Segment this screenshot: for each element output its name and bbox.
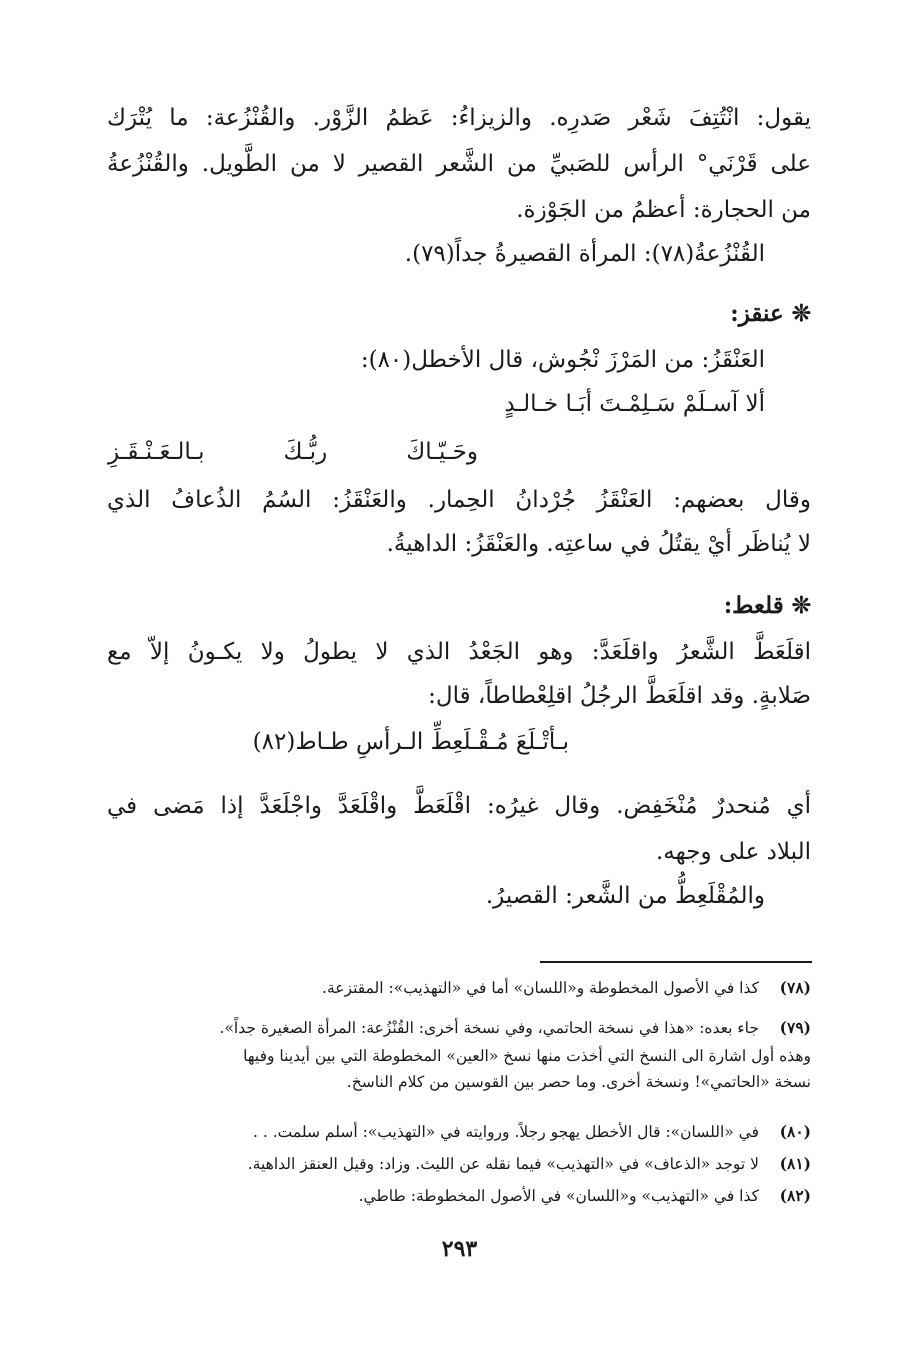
footnote-78 bbox=[107, 976, 811, 1000]
footnote-number: (٧٩) bbox=[779, 1018, 811, 1037]
text-line-1: يقول: انْتُتِفَ شَعْر صَدرِه. والزيزاءُ: عَظمُ الزَّوْر. والقُنْزُعة: ما يُتْرَك bbox=[107, 105, 811, 131]
text-line-3: من الحجارة: أعظمُ من الجَوْزة. bbox=[516, 197, 811, 223]
footnote-number: (٧٨) bbox=[779, 978, 811, 997]
verse-line-2: بـأتْـلَعَ مُـقْـلَعِطِّ الـرأسِ طـاط(٨٢) bbox=[252, 729, 569, 755]
text-line-16: البلاد على وجهه. bbox=[655, 839, 811, 865]
footnote-text: لا توجد «الذعاف» في «التهذيب» فيما نقله عن الليث. وزاد: وقيل العنقز الداهية. bbox=[247, 1155, 759, 1173]
entry-heading-qalaata: ❊ قلعط: bbox=[723, 592, 811, 619]
footnote-text: وهذه أول اشارة الى النسخ التي أخذت منها نسخ «العين» المخطوطة التي بين أيدينا وفيها bbox=[243, 1047, 811, 1065]
footnote-number: (٨٢) bbox=[779, 1186, 811, 1205]
text-line-9: وقال بعضهم: العَنْقَزُ جُرْدانُ الحِمار. والعَنْقَزُ: السُمُ الذُعافُ الذي bbox=[107, 487, 811, 513]
footnote-81 bbox=[107, 1152, 811, 1176]
verse-second-half: وحَـيّـاكَ ربُّـكَ بـالـعَـنْـقَـزِ bbox=[108, 439, 478, 465]
text-line-17: والمُقْلَعِطُّ من الشَّعر: القصيرُ. bbox=[485, 883, 765, 909]
footnote-79-continuation-1 bbox=[107, 1044, 811, 1068]
footnote-text: في «اللسان»: قال الأخطل يهجو رجلاً. وروايته في «التهذيب»: أسلم سلمت. . . bbox=[253, 1123, 759, 1141]
footnote-text: كذا في الأصول المخطوطة و«اللسان» أما في «التهذيب»: المقتزعة. bbox=[322, 979, 759, 997]
text-line-12: اقلَعَطَّ الشَّعرُ واقلَعَدَّ: وهو الجَعْدُ الذي لا يطولُ ولا يكـونُ إلاّ مع bbox=[107, 639, 811, 665]
footnote-79-continuation-2 bbox=[107, 1070, 811, 1094]
footnote-number: (٨١) bbox=[779, 1154, 811, 1173]
text-line-10: لا يُناظَر أيْ يقتُلُ في ساعتِه. والعَنْقَزُ: الداهيةُ. bbox=[386, 531, 811, 557]
text-line-15: أي مُنحدرٌ مُنْخَفِض. وقال غيرُه: اقْلَعَطَّ واقْلَعَدَّ واجْلَعَدَّ إذا مَضى في bbox=[107, 793, 811, 819]
verse-first-half: ألا آسـلَمْ سَـلِمْـتَ أبَـا خـالـدٍ bbox=[504, 391, 765, 417]
footnote-number: (٨٠) bbox=[779, 1122, 811, 1141]
text-line-4: القُنْزُعةُ(٧٨): المرأة القصيرةُ جداً(٧٩). bbox=[404, 241, 765, 267]
text-line-13: صَلابةٍ. وقد اقلَعَطَّ الرجُلُ اقلِعْطاطاً، قال: bbox=[428, 683, 811, 709]
text-line-2: على قَرْنَي° الرأس للصَبيِّ من الشَّعر القصير لا من الطَّويل. والقُنْزُعةُ bbox=[107, 151, 811, 177]
footnote-text: كذا في «التهذيب» و«اللسان» في الأصول المخطوطة: طاطي. bbox=[358, 1187, 759, 1205]
footnote-text: جاء بعده: «هذا في نسخة الحاتمي، وفي نسخة أخرى: القُنْزُعة: المرأة الصغيرة جداً». bbox=[219, 1019, 759, 1037]
page-number: ٢٩٣ bbox=[441, 1236, 478, 1262]
entry-heading-anqaz: ❊ عنقز: bbox=[730, 300, 811, 327]
footnote-divider bbox=[540, 961, 812, 963]
footnote-82 bbox=[107, 1184, 811, 1208]
footnote-text: نسخة «الحاتمي»! ونسخة أخرى. وما حصر بين القوسين من كلام الناسخ. bbox=[346, 1073, 811, 1091]
footnote-80 bbox=[107, 1120, 811, 1144]
text-line-6: العَنْقَزُ: من المَرْزَ نْجُوش، قال الأخطل(٨٠): bbox=[360, 347, 765, 373]
footnote-79 bbox=[107, 1016, 811, 1040]
